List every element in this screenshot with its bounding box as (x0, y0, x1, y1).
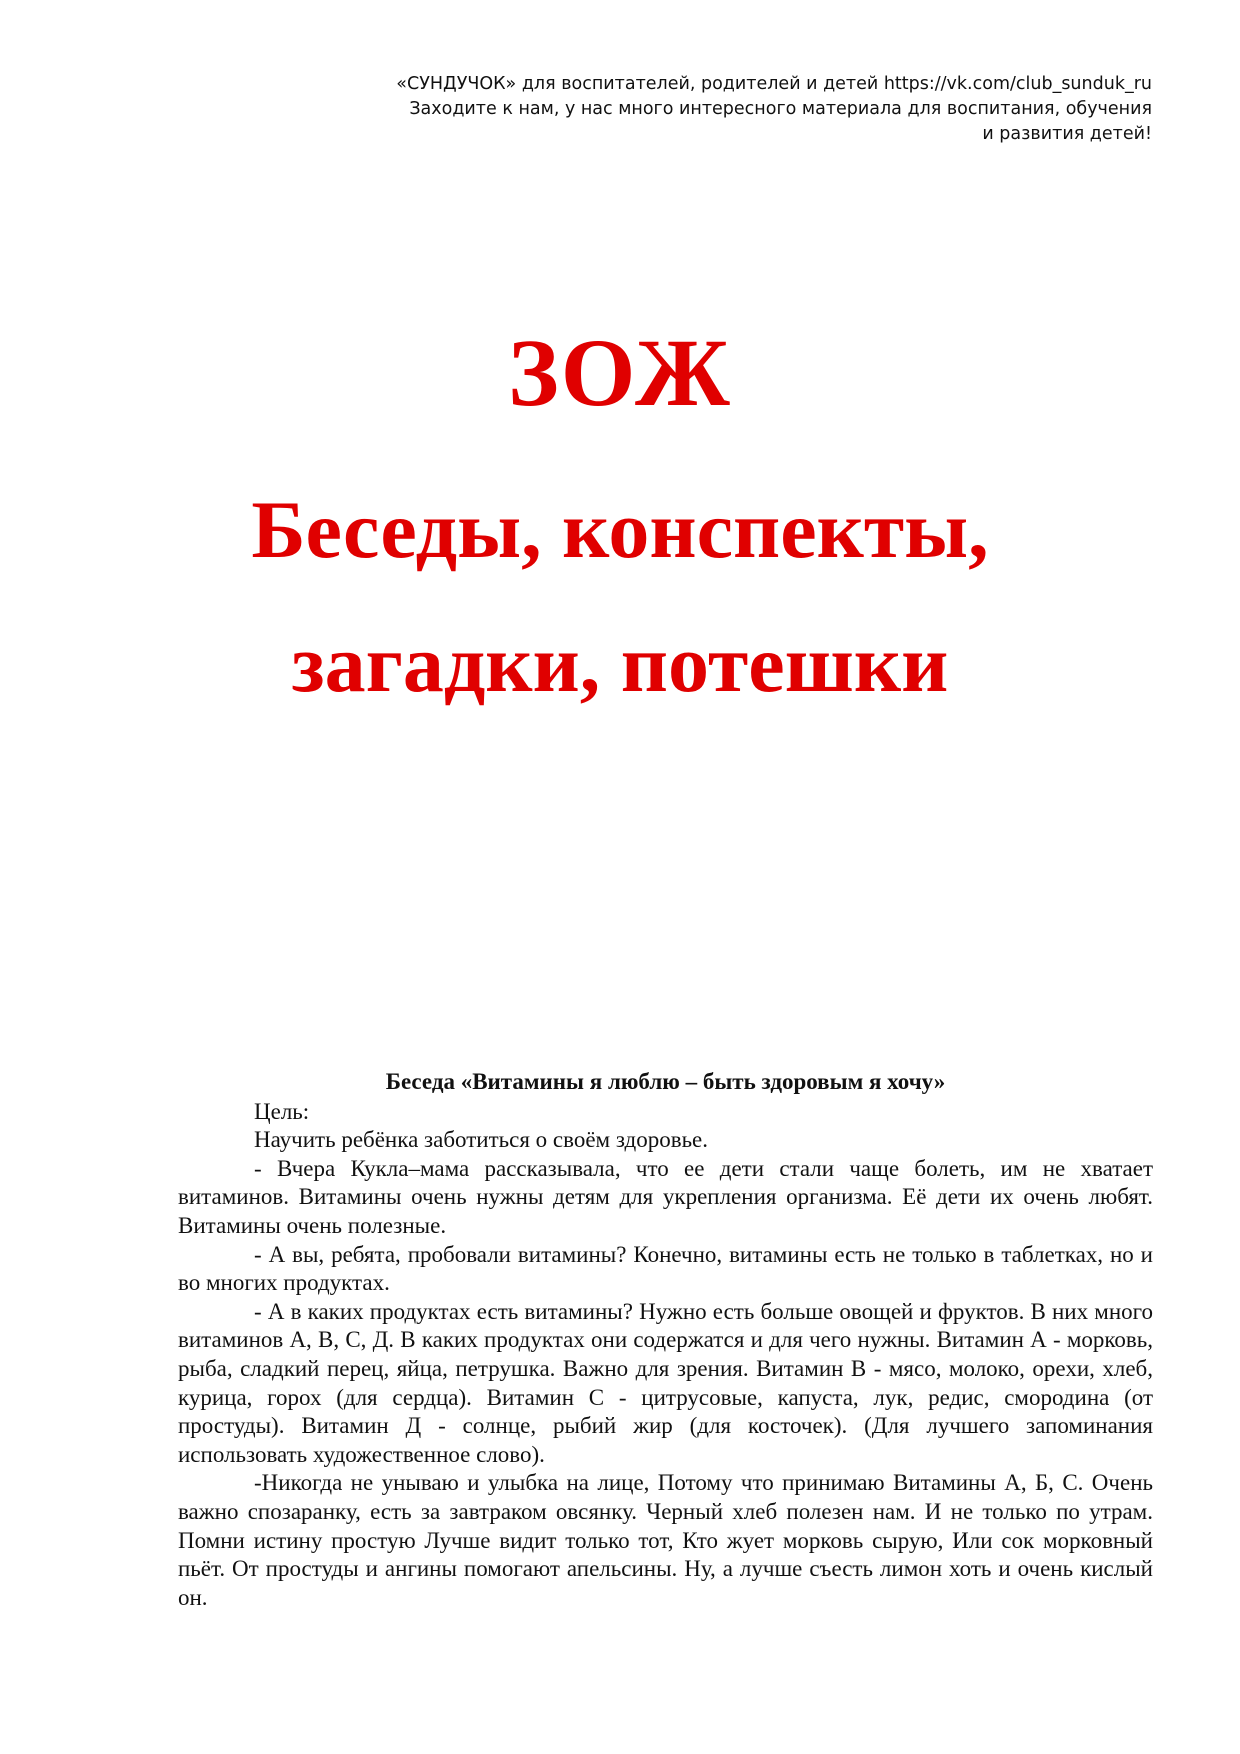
goal-text: Научить ребёнка заботиться о своём здоровье. (254, 1127, 709, 1153)
page-header (252, 72, 1152, 147)
header-line-2: Заходите к нам, у нас много интересного материала для воспитания, обучения (409, 99, 1152, 119)
article-paragraph: - Вчера Кукла–мама рассказывала, что ее дети стали чаще болеть, им не хватает витаминов. Витамины очень нужны детям для укрепления организма. Её дети их очень любят. Витамины очень полезные. (178, 1155, 1153, 1238)
title-zozh: ЗОЖ (508, 319, 732, 426)
article-paragraph: - А вы, ребята, пробовали витамины? Конечно, витамины есть не только в таблетках, но и во многих продуктах. (178, 1241, 1153, 1296)
header-line-3: и развития детей! (982, 124, 1152, 144)
article-paragraph: - А в каких продуктах есть витамины? Нужно есть больше овощей и фруктов. В них много витаминов А, В, С, Д. В каких продуктах они содержатся и для чего нужны. Витамин А - морковь, рыба, сладкий перец, яйца, петрушка. Важно для зрения. Витамин В - мясо, молоко, орехи, хлеб, курица, горох (для сердца). Витамин С - цитрусовые, капуста, лук, редис, смородина (от простуды). Витамин Д - солнце, рыбий жир (для косточек). (Для лучшего запоминания использовать художественное слово). (178, 1298, 1153, 1467)
title-subtitle-line-1: Беседы, конспекты, (251, 484, 989, 575)
header-line-1: «СУНДУЧОК» для воспитателей, родителей и детей https://vk.com/club_sunduk_ru (396, 74, 1152, 94)
article-heading: Беседа «Витамины я люблю – быть здоровым я хочу» (385, 1069, 946, 1094)
goal-label: Цель: (254, 1098, 310, 1124)
article (178, 1068, 1153, 1612)
article-paragraph: -Никогда не унываю и улыбка на лице, Потому что принимаю Витамины А, Б, С. Очень важно спозаранку, есть за завтраком овсянку. Черный хлеб полезен нам. И не только по утрам. Помни истину простую Лучше видит только тот, Кто жует морковь сырую, Или сок морковный пьёт. От простуды и ангины помогают апельсины. Ну, а лучше съесть лимон хоть и очень кислый он. (178, 1470, 1153, 1610)
title-subtitle-line-2: загадки, потешки (291, 618, 949, 709)
